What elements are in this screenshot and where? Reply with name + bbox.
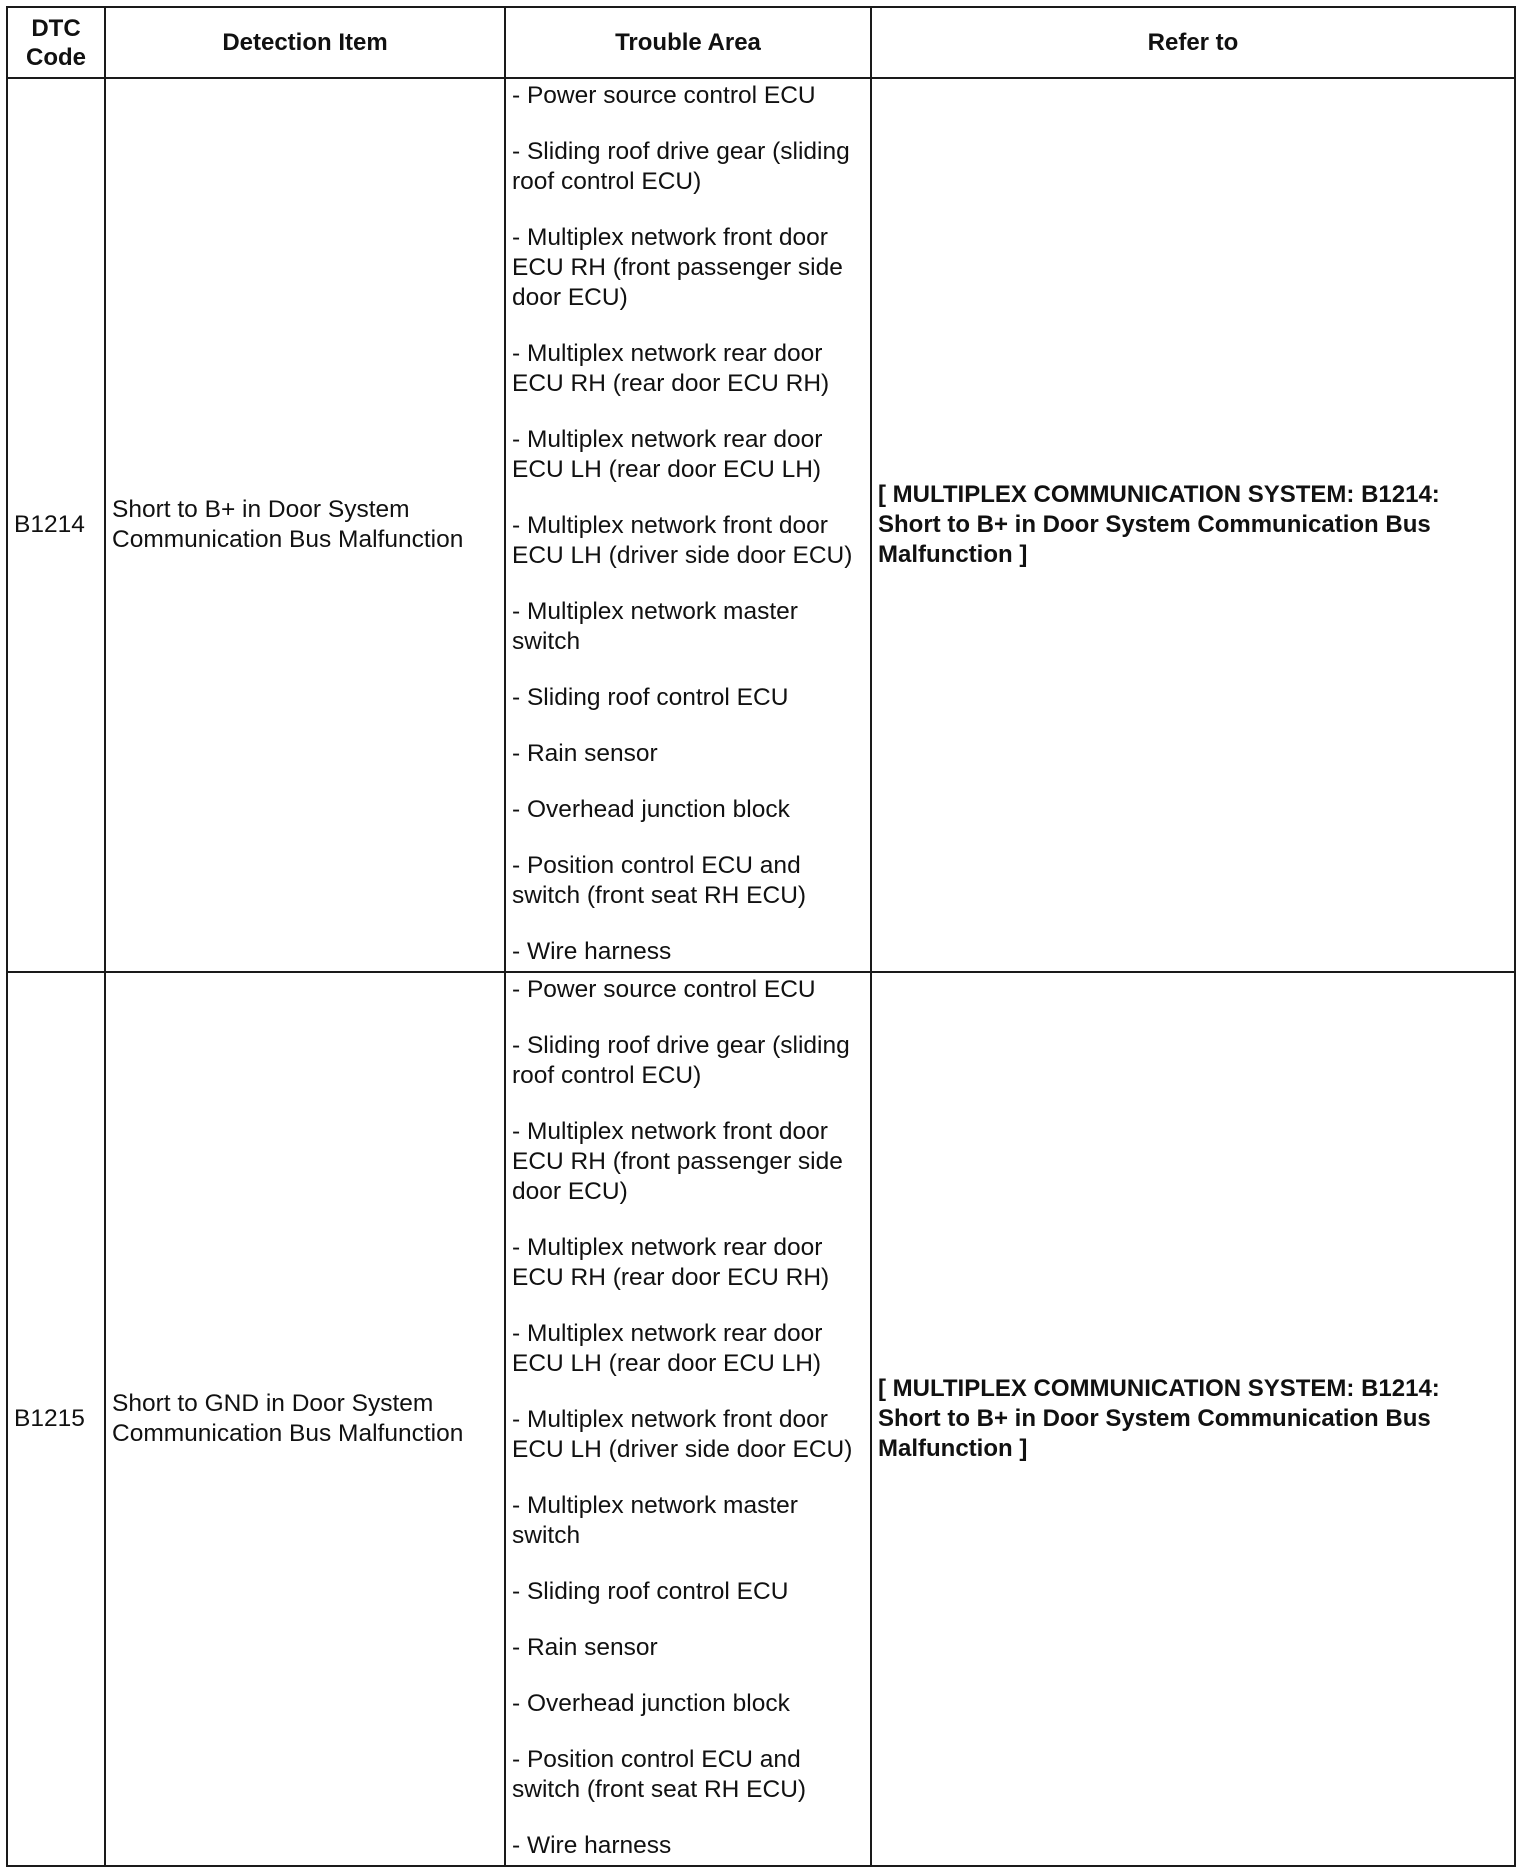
dtc-code: B1215 xyxy=(7,972,105,1866)
trouble-area-item: - Multiplex network rear door ECU RH (rear door ECU RH) xyxy=(512,340,830,397)
trouble-area-item: - Rain sensor xyxy=(512,1634,658,1661)
dtc-code-header-line2: Code xyxy=(26,43,86,71)
trouble-area-item: - Multiplex network front door ECU LH (driver side door ECU) xyxy=(512,512,853,569)
refer-to-link[interactable]: [ MULTIPLEX COMMUNICATION SYSTEM: B1214: Short to B+ in Door System Communication Bus Malfunction ] xyxy=(871,972,1515,1866)
trouble-area-header: Trouble Area xyxy=(505,7,871,78)
trouble-area-cell xyxy=(505,972,871,1866)
refer-to-link[interactable]: [ MULTIPLEX COMMUNICATION SYSTEM: B1214: Short to B+ in Door System Communication Bus Malfunction ] xyxy=(871,78,1515,972)
trouble-area-item: - Overhead junction block xyxy=(512,796,790,823)
trouble-area-item: - Sliding roof drive gear (sliding roof control ECU) xyxy=(512,1032,850,1089)
trouble-area-item: - Rain sensor xyxy=(512,740,658,767)
trouble-area-item: - Wire harness xyxy=(512,938,672,965)
table-row xyxy=(7,972,1515,1866)
trouble-area-item: - Power source control ECU xyxy=(512,976,816,1003)
dtc-code-header xyxy=(7,7,105,78)
trouble-area-item: - Multiplex network front door ECU LH (driver side door ECU) xyxy=(512,1406,853,1463)
trouble-area-item: - Sliding roof drive gear (sliding roof control ECU) xyxy=(512,138,850,195)
trouble-area-item: - Position control ECU and switch (front seat RH ECU) xyxy=(512,852,807,909)
trouble-area-cell xyxy=(505,78,871,972)
detection-item-header: Detection Item xyxy=(105,7,505,78)
trouble-area-item: - Sliding roof control ECU xyxy=(512,1578,789,1605)
trouble-area-item: - Multiplex network rear door ECU RH (rear door ECU RH) xyxy=(512,1234,830,1291)
dtc-table xyxy=(6,6,1516,1867)
trouble-area-item: - Power source control ECU xyxy=(512,82,816,109)
trouble-area-item: - Multiplex network rear door ECU LH (rear door ECU LH) xyxy=(512,1320,823,1377)
dtc-code-header-line1: DTC xyxy=(31,14,81,42)
trouble-area-item: - Overhead junction block xyxy=(512,1690,790,1717)
trouble-area-item: - Sliding roof control ECU xyxy=(512,684,789,711)
trouble-area-item: - Multiplex network front door ECU RH (front passenger side door ECU) xyxy=(512,1118,843,1205)
trouble-area-item: - Multiplex network master switch xyxy=(512,598,798,655)
trouble-area-item: - Multiplex network master switch xyxy=(512,1492,798,1549)
header-row xyxy=(7,7,1515,78)
detection-item: Short to B+ in Door System Communication Bus Malfunction xyxy=(105,78,505,972)
trouble-area-item: - Position control ECU and switch (front seat RH ECU) xyxy=(512,1746,807,1803)
refer-to-header: Refer to xyxy=(871,7,1515,78)
trouble-area-item: - Multiplex network front door ECU RH (front passenger side door ECU) xyxy=(512,224,843,311)
dtc-code: B1214 xyxy=(7,78,105,972)
trouble-area-item: - Multiplex network rear door ECU LH (rear door ECU LH) xyxy=(512,426,823,483)
table-row xyxy=(7,78,1515,972)
detection-item: Short to GND in Door System Communication Bus Malfunction xyxy=(105,972,505,1866)
trouble-area-item: - Wire harness xyxy=(512,1832,672,1859)
